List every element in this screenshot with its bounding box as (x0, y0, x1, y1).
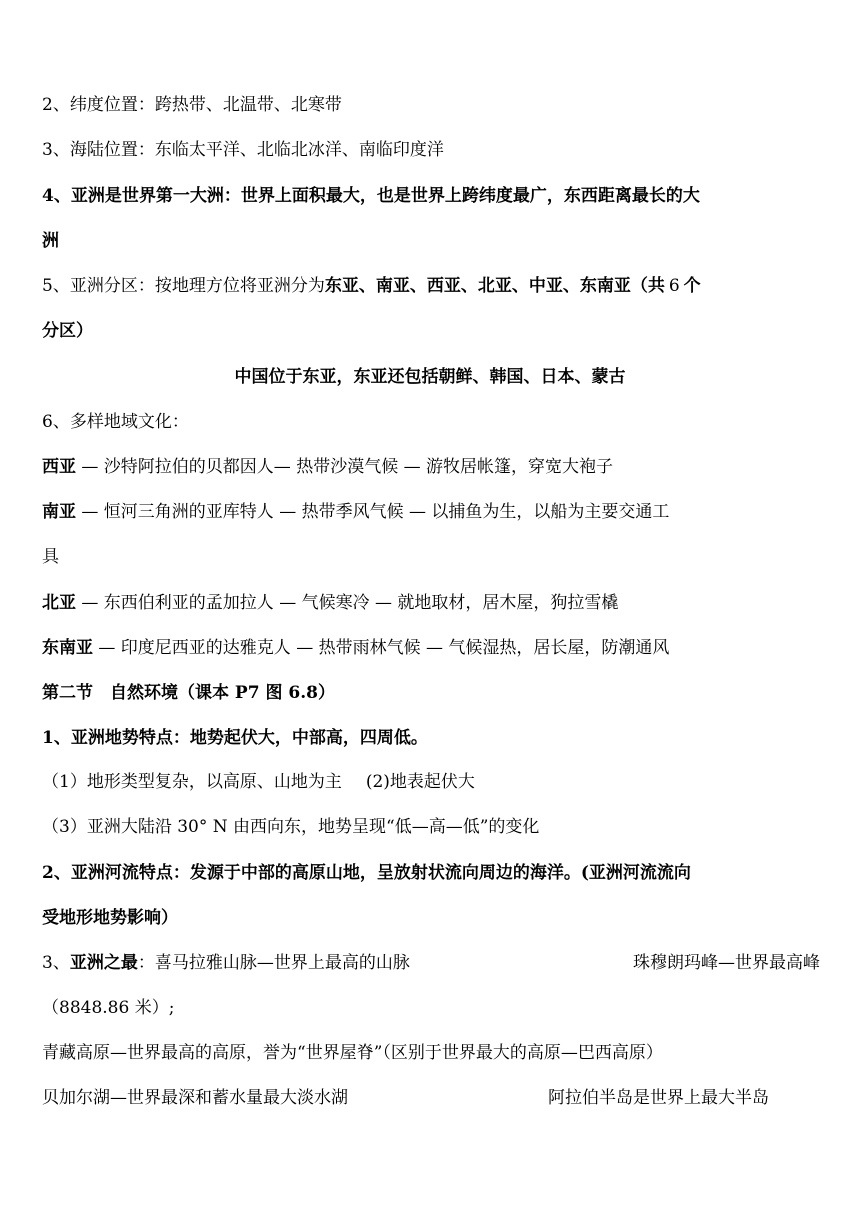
line-terrain: 1、亚洲地势特点：地势起伏大，中部高，四周低。 (42, 728, 428, 748)
terrain-point-2: (2)地表起伏大 (365, 772, 475, 792)
superlatives-everest: 珠穆朗玛峰—世界最高峰 (633, 953, 820, 973)
superlatives-himalaya: ：喜马拉雅山脉—世界上最高的山脉 (137, 953, 410, 973)
culture-west-asia (42, 456, 820, 478)
line-rivers-cont: 受地形地势影响） (42, 908, 178, 928)
culture-text: — 东西伯利亚的孟加拉人 — 气候寒冷 — 就地取材，居木屋，狗拉雪橇 (81, 593, 619, 613)
line-terrain-3: （3）亚洲大陆沿 30° N 由西向东，地势呈现“低—高—低”的变化 (42, 817, 540, 837)
line-regions-cont: 分区） (42, 321, 93, 341)
culture-south-asia (42, 501, 820, 523)
line-rivers: 2、亚洲河流特点：发源于中部的高原山地，呈放射状流向周边的海洋。(亚洲河流流向 (42, 863, 691, 883)
regions-intro: 5、亚洲分区：按地理方位将亚洲分为 (42, 276, 325, 296)
line-sea-land: 3、海陆位置：东临太平洋、北临北冰洋、南临印度洋 (42, 140, 444, 160)
culture-region: 西亚 (42, 457, 76, 477)
culture-text: — 恒河三角洲的亚库特人 — 热带季风气候 — 以捕鱼为生，以船为主要交通工 (81, 502, 670, 522)
line-tibet-plateau: 青藏高原—世界最高的高原，誉为“世界屋脊”（区别于世界最大的高原—巴西高原） (42, 1043, 663, 1063)
regions-list: 东亚、南亚、西亚、北亚、中亚、东南亚（共 (324, 276, 665, 296)
culture-text: — 沙特阿拉伯的贝都因人— 热带沙漠气候 — 游牧居帐篷，穿宽大袍子 (81, 457, 614, 477)
superlatives-arabia: 阿拉伯半岛是世界上最大半岛 (548, 1088, 769, 1108)
line-largest-continent-cont: 洲 (42, 231, 59, 251)
section-heading: 第二节 自然环境（课本 P7 图 6.8） (42, 683, 335, 703)
culture-north-asia (42, 592, 820, 614)
culture-southeast-asia (42, 637, 820, 659)
line-everest-height: （8848.86 米）; (42, 998, 175, 1018)
line-baikal (42, 1087, 820, 1109)
line-largest-continent: 4、亚洲是世界第一大洲：世界上面积最大，也是世界上跨纬度最广，东西距离最长的大 (42, 186, 700, 206)
culture-region: 北亚 (42, 593, 76, 613)
line-latitude: 2、纬度位置：跨热带、北温带、北寒带 (42, 95, 342, 115)
superlatives-baikal: 贝加尔湖—世界最深和蓄水量最大淡水湖 (42, 1088, 348, 1108)
regions-unit: 个 (683, 276, 701, 296)
superlatives-num: 3、 (42, 953, 70, 973)
terrain-point-1: （1）地形类型复杂，以高原、山地为主 (42, 772, 342, 792)
line-east-asia: 中国位于东亚，东亚还包括朝鲜、韩国、日本、蒙古 (234, 367, 626, 387)
regions-count: 6 (668, 276, 680, 296)
line-regions (42, 275, 820, 297)
culture-text: — 印度尼西亚的达雅克人 — 热带雨林气候 — 气候湿热，居长屋，防潮通风 (98, 638, 670, 658)
culture-region: 南亚 (42, 502, 76, 522)
line-terrain-1 (42, 771, 820, 793)
line-culture-title: 6、多样地域文化： (42, 412, 189, 432)
culture-south-asia-cont: 具 (42, 547, 59, 567)
superlatives-label: 亚洲之最 (69, 953, 138, 973)
culture-region: 东南亚 (42, 638, 93, 658)
line-superlatives (42, 952, 820, 974)
